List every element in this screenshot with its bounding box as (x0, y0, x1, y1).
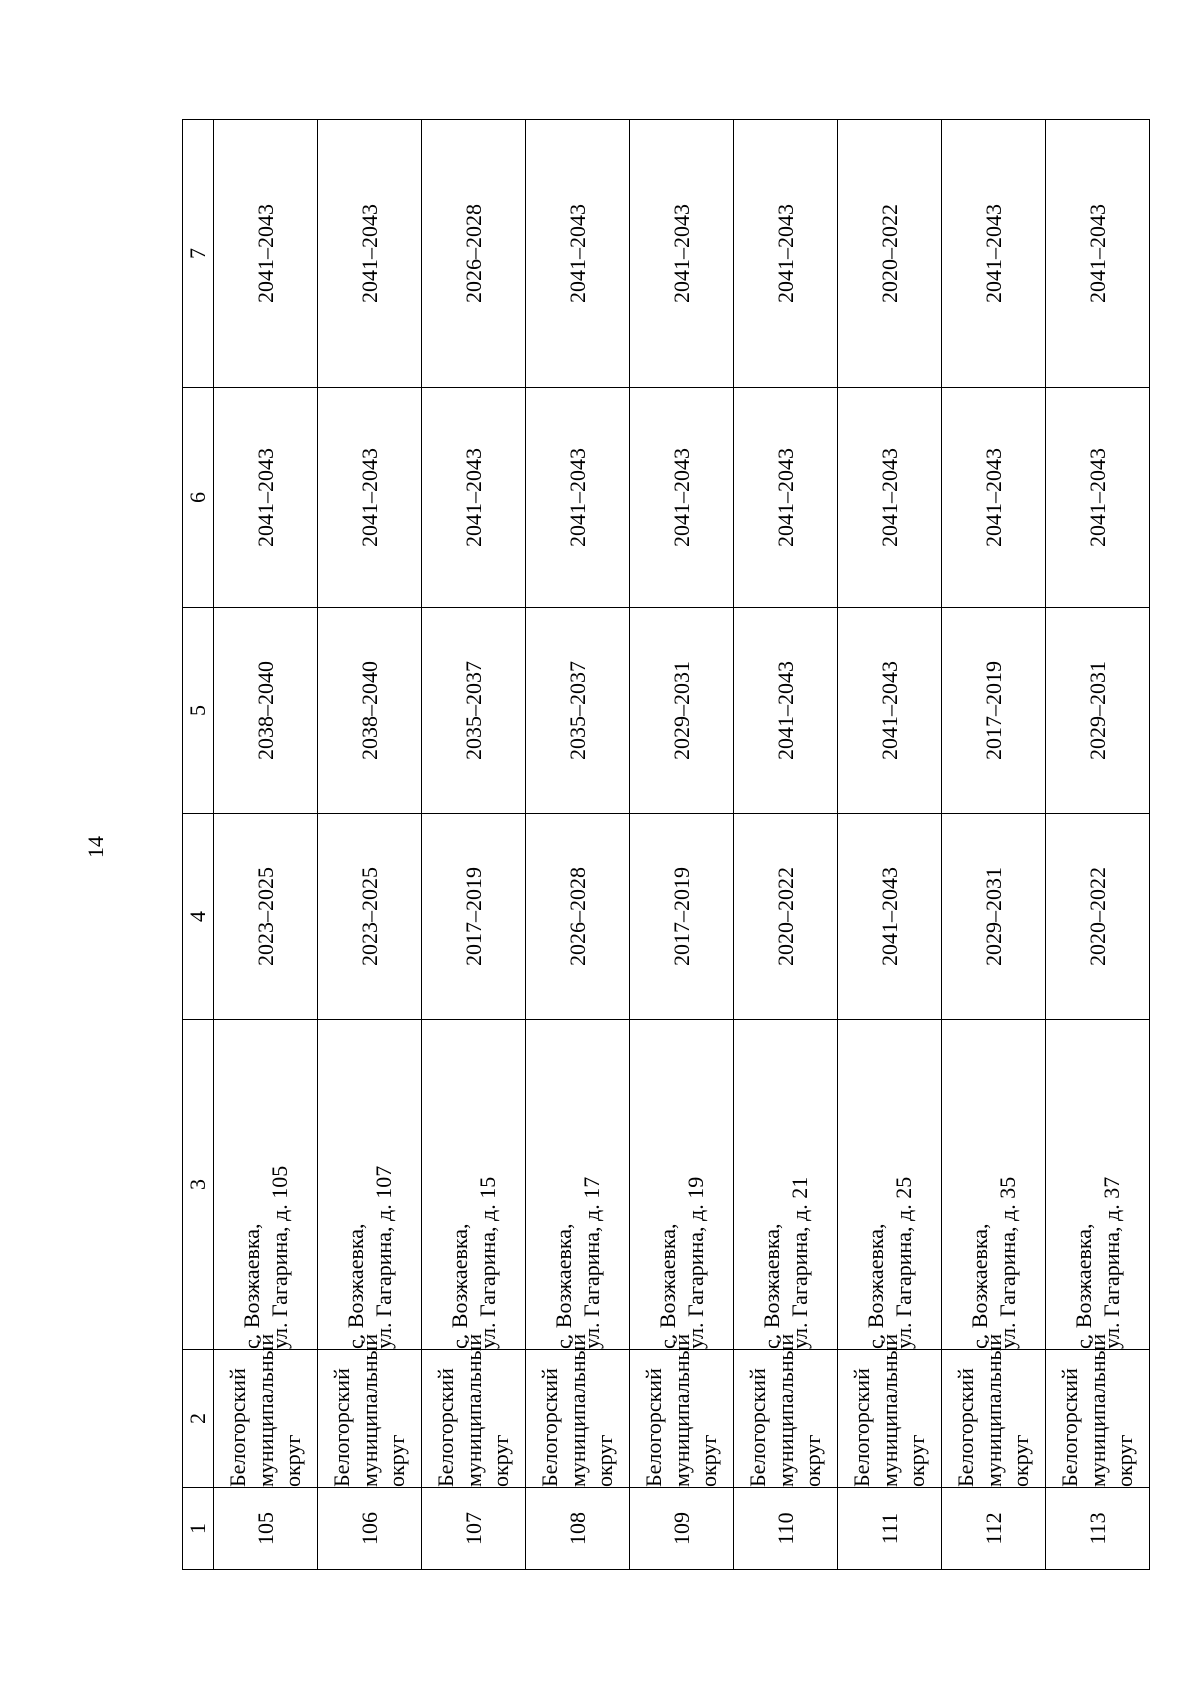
address-line: ул. Гагарина, д. 107 (370, 1165, 396, 1349)
table-row (214, 120, 318, 1570)
address-cell (318, 1020, 422, 1350)
period-cell-col-4: 2023–2025 (318, 814, 422, 1020)
table-row (526, 120, 630, 1570)
address-cell (942, 1020, 1046, 1350)
district-line: округ (904, 1434, 930, 1487)
table-row (318, 120, 422, 1570)
district-line: муниципальный (460, 1333, 486, 1487)
district-line: округ (488, 1434, 514, 1487)
district-line: Белогорский (953, 1368, 979, 1487)
period-cell-col-6: 2041–2043 (734, 388, 838, 608)
period-cell-col-7: 2041–2043 (214, 120, 318, 388)
row-number-cell: 111 (838, 1488, 942, 1570)
district-line: Белогорский (433, 1368, 459, 1487)
address-cell (838, 1020, 942, 1350)
district-cell (422, 1333, 526, 1488)
period-cell-col-4: 2041–2043 (838, 814, 942, 1020)
header-row (183, 120, 214, 1570)
district-line: округ (1112, 1434, 1138, 1487)
district-line: муниципальный (980, 1333, 1006, 1487)
period-cell-col-7: 2020–2022 (838, 120, 942, 388)
district-line: Белогорский (225, 1368, 251, 1487)
address-line: с. Возжаевка, (863, 1223, 888, 1349)
district-cell (630, 1333, 734, 1488)
district-line: муниципальный (1084, 1333, 1110, 1487)
district-line: муниципальный (252, 1333, 278, 1487)
period-cell-col-7: 2041–2043 (318, 120, 422, 388)
row-number-cell: 107 (422, 1488, 526, 1570)
period-cell-col-4: 2017–2019 (630, 814, 734, 1020)
address-line: ул. Гагарина, д. 17 (578, 1176, 604, 1349)
district-line: округ (384, 1434, 410, 1487)
district-cell (526, 1333, 630, 1488)
period-cell-col-5: 2017–2019 (942, 608, 1046, 814)
district-line: округ (1008, 1434, 1034, 1487)
period-cell-col-7: 2041–2043 (1046, 120, 1150, 388)
address-line: с. Возжаевка, (239, 1223, 264, 1349)
period-cell-col-7: 2041–2043 (630, 120, 734, 388)
table-row (942, 120, 1046, 1570)
district-line: Белогорский (745, 1368, 771, 1487)
rotated-table-wrapper (182, 120, 1147, 1570)
district-cell (214, 1333, 318, 1488)
period-cell-col-4: 2023–2025 (214, 814, 318, 1020)
district-line: Белогорский (1057, 1368, 1083, 1487)
district-cell (942, 1333, 1046, 1488)
table-container (182, 120, 1147, 1570)
period-cell-col-4: 2017–2019 (422, 814, 526, 1020)
period-cell-col-4: 2020–2022 (1046, 814, 1150, 1020)
period-cell-col-7: 2041–2043 (942, 120, 1046, 388)
address-line: с. Возжаевка, (655, 1223, 680, 1349)
page-number: 14 (83, 836, 108, 858)
address-cell (526, 1020, 630, 1350)
address-line: с. Возжаевка, (447, 1223, 472, 1349)
period-cell-col-6: 2041–2043 (422, 388, 526, 608)
district-line: округ (280, 1434, 306, 1487)
address-line: ул. Гагарина, д. 19 (682, 1176, 708, 1349)
district-line: Белогорский (329, 1368, 355, 1487)
period-cell-col-4: 2029–2031 (942, 814, 1046, 1020)
row-number-cell: 110 (734, 1488, 838, 1570)
address-line: ул. Гагарина, д. 21 (786, 1176, 812, 1349)
address-line: с. Возжаевка, (759, 1223, 784, 1349)
period-cell-col-5: 2035–2037 (422, 608, 526, 814)
address-line: с. Возжаевка, (343, 1223, 368, 1349)
address-line: ул. Гагарина, д. 37 (1098, 1176, 1124, 1349)
header-col-1: 1 (183, 1488, 214, 1570)
address-line: ул. Гагарина, д. 105 (266, 1165, 292, 1349)
period-cell-col-5: 2038–2040 (318, 608, 422, 814)
table-row (1046, 120, 1150, 1570)
table-body (214, 120, 1150, 1570)
district-line: Белогорский (849, 1368, 875, 1487)
row-number-cell: 105 (214, 1488, 318, 1570)
period-cell-col-5: 2035–2037 (526, 608, 630, 814)
table-row (422, 120, 526, 1570)
district-line: Белогорский (537, 1368, 563, 1487)
address-line: с. Возжаевка, (551, 1223, 576, 1349)
district-cell (1046, 1333, 1150, 1488)
header-col-4: 4 (183, 814, 214, 1020)
district-line: округ (800, 1434, 826, 1487)
period-cell-col-4: 2020–2022 (734, 814, 838, 1020)
period-cell-col-5: 2038–2040 (214, 608, 318, 814)
period-cell-col-6: 2041–2043 (1046, 388, 1150, 608)
period-cell-col-5: 2041–2043 (838, 608, 942, 814)
period-cell-col-6: 2041–2043 (526, 388, 630, 608)
district-line: муниципальный (668, 1333, 694, 1487)
period-cell-col-7: 2041–2043 (526, 120, 630, 388)
table-row (630, 120, 734, 1570)
period-cell-col-6: 2041–2043 (630, 388, 734, 608)
district-cell (318, 1333, 422, 1488)
row-number-cell: 106 (318, 1488, 422, 1570)
district-line: муниципальный (356, 1333, 382, 1487)
district-line: округ (592, 1434, 618, 1487)
address-line: ул. Гагарина, д. 15 (474, 1176, 500, 1349)
address-cell (214, 1020, 318, 1350)
table-row (734, 120, 838, 1570)
district-line: муниципальный (772, 1333, 798, 1487)
table-header (183, 120, 214, 1570)
period-cell-col-6: 2041–2043 (838, 388, 942, 608)
header-col-6: 6 (183, 388, 214, 608)
district-line: округ (696, 1434, 722, 1487)
address-cell (630, 1020, 734, 1350)
period-cell-col-5: 2029–2031 (1046, 608, 1150, 814)
row-number-cell: 108 (526, 1488, 630, 1570)
header-col-2: 2 (183, 1350, 214, 1488)
period-cell-col-6: 2041–2043 (214, 388, 318, 608)
district-line: муниципальный (876, 1333, 902, 1487)
address-cell (1046, 1020, 1150, 1350)
period-cell-col-4: 2026–2028 (526, 814, 630, 1020)
period-cell-col-7: 2041–2043 (734, 120, 838, 388)
row-number-cell: 113 (1046, 1488, 1150, 1570)
district-cell (734, 1333, 838, 1488)
period-cell-col-5: 2029–2031 (630, 608, 734, 814)
period-cell-col-7: 2026–2028 (422, 120, 526, 388)
address-cell (734, 1020, 838, 1350)
period-cell-col-5: 2041–2043 (734, 608, 838, 814)
row-number-cell: 109 (630, 1488, 734, 1570)
district-line: Белогорский (641, 1368, 667, 1487)
header-col-3: 3 (183, 1020, 214, 1350)
address-line: с. Возжаевка, (1071, 1223, 1096, 1349)
header-col-5: 5 (183, 608, 214, 814)
row-number-cell: 112 (942, 1488, 1046, 1570)
address-line: ул. Гагарина, д. 35 (994, 1176, 1020, 1349)
address-line: ул. Гагарина, д. 25 (890, 1176, 916, 1349)
address-cell (422, 1020, 526, 1350)
header-col-7: 7 (183, 120, 214, 388)
period-cell-col-6: 2041–2043 (942, 388, 1046, 608)
period-cell-col-6: 2041–2043 (318, 388, 422, 608)
housing-schedule-table (182, 119, 1150, 1570)
table-row (838, 120, 942, 1570)
district-cell (838, 1333, 942, 1488)
address-line: с. Возжаевка, (967, 1223, 992, 1349)
district-line: муниципальный (564, 1333, 590, 1487)
